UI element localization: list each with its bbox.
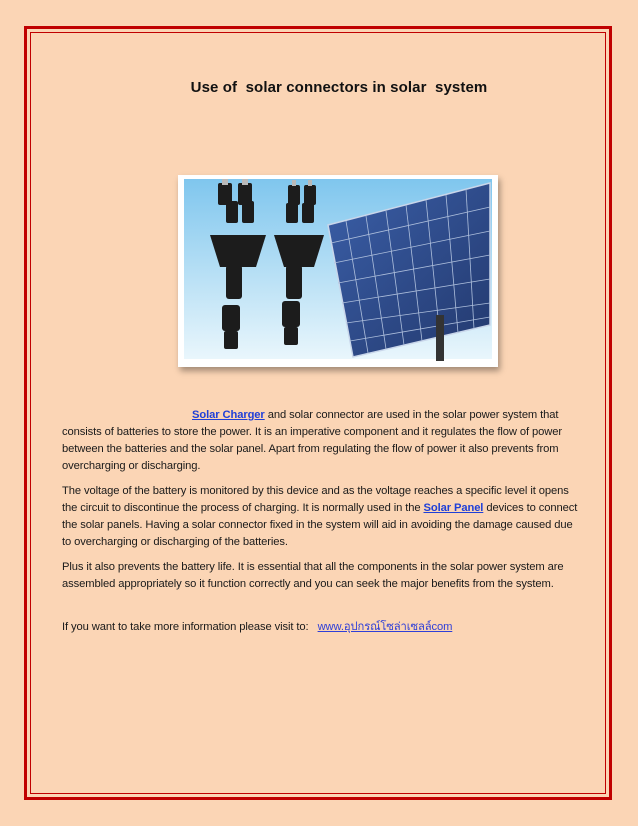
paragraph-2-text-a: The voltage of the battery is monitored by this device and as the voltage reaches a specific level it opens the circuit to discontinue the process of charging. It is normally used in the: [62, 485, 569, 514]
document-title: Use of solar connectors in solar system: [190, 79, 488, 96]
solar-connectors-image: [178, 175, 498, 367]
paragraph-2: [62, 483, 578, 551]
document-body: [62, 407, 578, 644]
paragraph-1-text: and solar connector are used in the solar power system that consists of batteries to store the power. It is an imperative component and it regulates the flow of power between the batteries and the solar panel. Apart from regulating the flow of power it also prevents from overcharging or discharging.: [62, 409, 562, 472]
solar-charger-link[interactable]: Solar Charger: [192, 409, 265, 421]
website-link[interactable]: www.อุปกรณ์โซล่าเซลล์com: [317, 621, 453, 633]
paragraph-2-text-b: devices to connect the solar panels. Having a solar connector fixed in the system will aid in avoiding the damage caused due to overcharging or discharging of the batteries.: [62, 502, 578, 548]
paragraph-4: [62, 619, 578, 636]
paragraph-3: Plus it also prevents the battery life. It is essential that all the components in the solar power system are assembled appropriately so it function correctly and you can seek the major benefits from the system.: [62, 561, 564, 590]
solar-panel-link[interactable]: Solar Panel: [423, 502, 484, 514]
paragraph-1: [62, 407, 578, 475]
visit-text: If you want to take more information please visit to:: [62, 621, 318, 633]
